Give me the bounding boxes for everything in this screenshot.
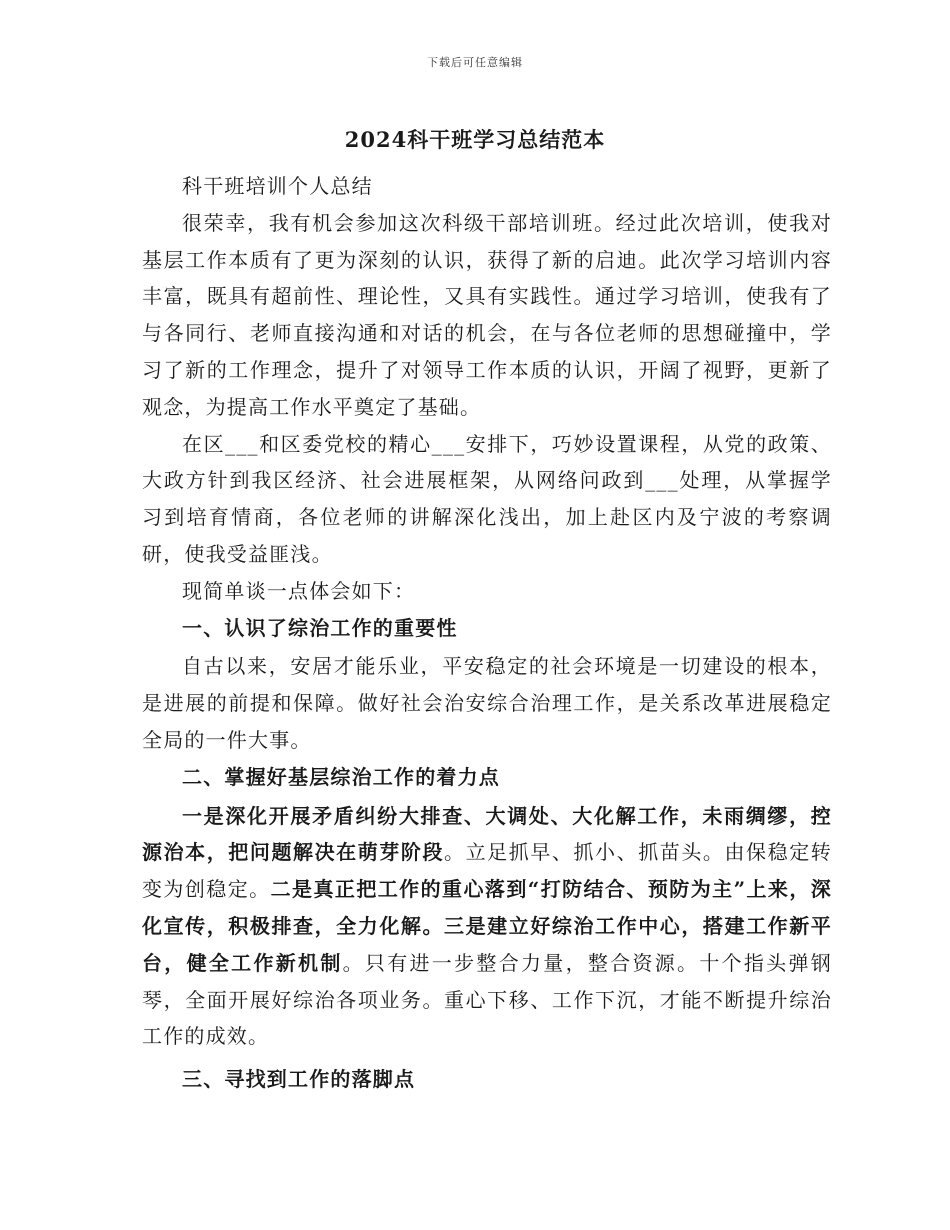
document-body	[142, 168, 832, 1100]
emphasis-points-2-3: 二是真正把工作的重心落到“打防结合、预防为主”上来，深化宣传，积极排查，全力化解。三是建立好综治工作中心，搭建工作新平台，健全工作新机制	[142, 877, 832, 975]
document-title: 2024科干班学习总结范本	[344, 127, 606, 152]
paragraph-section-2	[142, 798, 832, 1056]
section-heading-3: 三、寻找到工作的落脚点	[182, 1067, 416, 1092]
paragraph-lead-in: 现简单谈一点体会如下：	[182, 578, 416, 603]
paragraph-intro: 很荣幸，我有机会参加这次科级干部培训班。经过此次培训，使我对基层工作本质有了更为深刻的认识，获得了新的启迪。此次学习培训内容丰富，既具有超前性、理论性，又具有实践性。通过学习培训，使我有了与各同行、老师直接沟通和对话的机会，在与各位老师的思想碰撞中，学习了新的工作理念，提升了对领导工作本质的认识，开阔了视野，更新了观念，为提高工作水平奠定了基础。	[142, 210, 832, 419]
paragraph-arrangement: 在区___和区委党校的精心___安排下，巧妙设置课程，从党的政策、大政方针到我区经济、社会进展框架，从网络问政到___处理，从掌握学习到培育情商，各位老师的讲解深化浅出，加上赴区内及宁波的考察调研，使我受益匪浅。	[142, 431, 832, 566]
section-heading-2: 二、掌握好基层综治工作的着力点	[182, 764, 500, 789]
paragraph-text: 。立足抓早、抓小、抓苗头。由保稳定转变为创稳定。	[142, 840, 832, 902]
section-heading-1: 一、认识了综治工作的重要性	[182, 615, 458, 640]
paragraph-section-1: 自古以来，安居才能乐业，平安稳定的社会环境是一切建设的根本，是进展的前提和保障。做好社会治安综合治理工作，是关系改革进展稳定全局的一件大事。	[142, 654, 832, 752]
emphasis-point-1: 一是深化开展矛盾纠纷大排查、大调处、大化解工作，未雨绸缪，控源治本，把问题解决在萌芽阶段	[142, 803, 832, 865]
header-note: 下载后可任意编辑	[427, 56, 523, 69]
paragraph-text: 。只有进一步整合力量，整合资源。十个指头弹钢琴，全面开展好综治各项业务。重心下移、工作下沉，才能不断提升综治工作的成效。	[142, 950, 832, 1049]
subtitle: 科干班培训个人总结	[182, 174, 373, 198]
